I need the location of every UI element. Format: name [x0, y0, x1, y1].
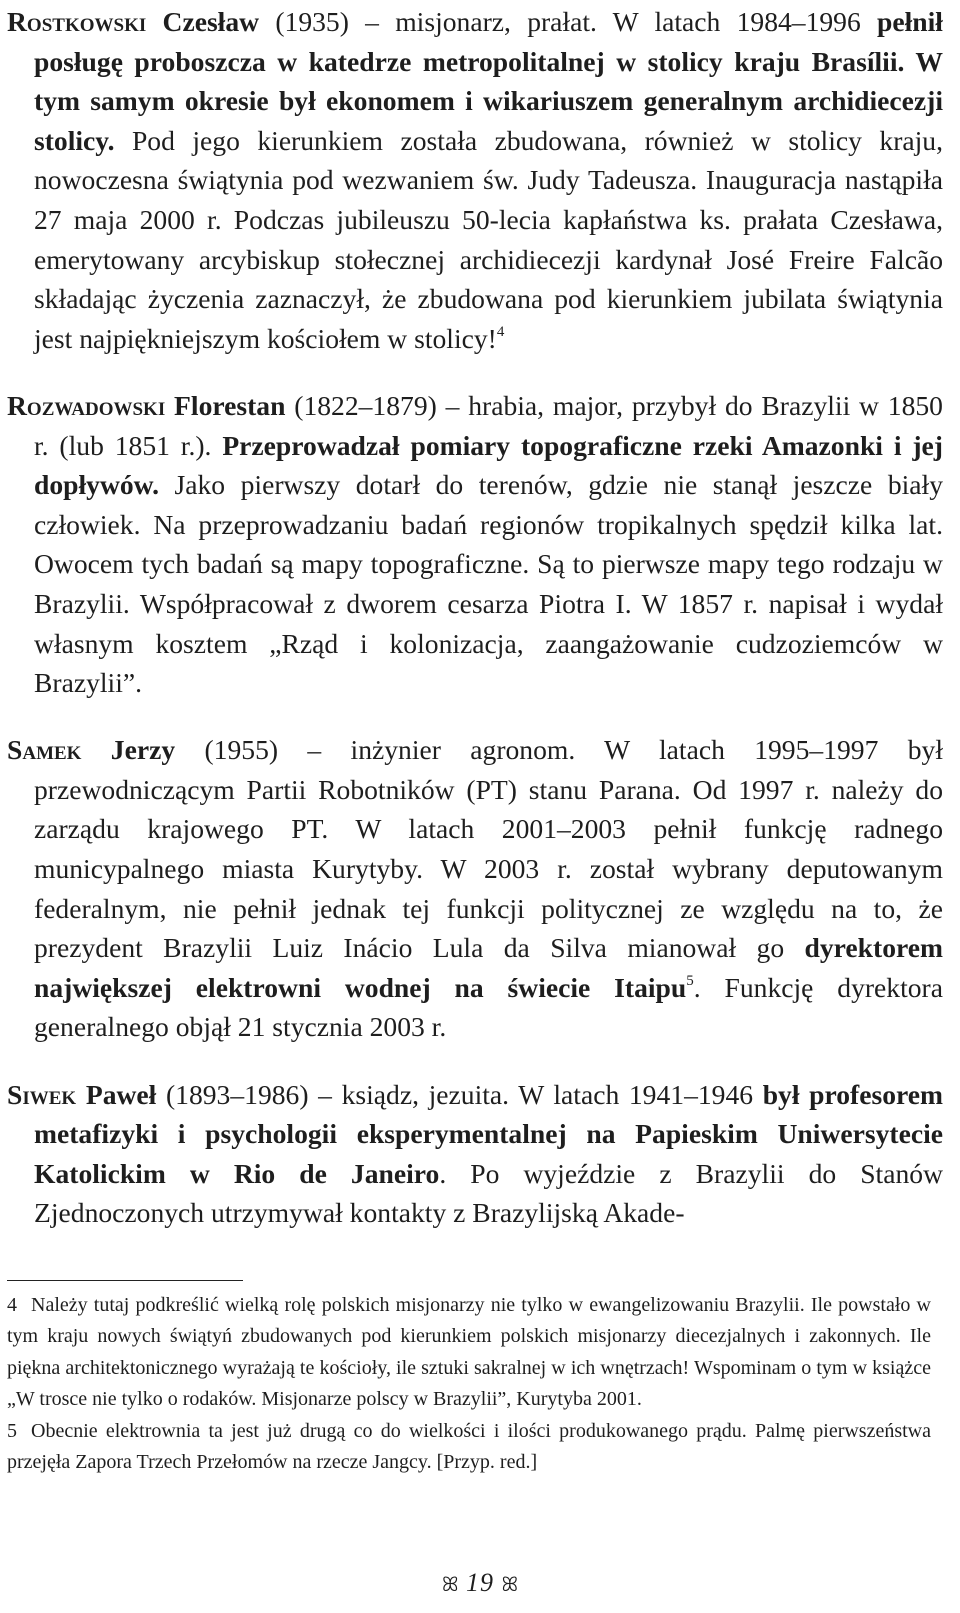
- page-number-line: [0, 1568, 960, 1598]
- entry-text-bold: dyrektorem największej elektrowni wodnej na świecie Itaipu: [34, 932, 943, 1003]
- entry-name: Florestan: [174, 389, 286, 421]
- entry-text: (1955) – inżynier agronom. W latach 1995–1997 był przewodniczącym Partii Robotników (PT) stanu Parana. Od 1997 r. należy do zarządu krajowego PT. W latach 2001–2003 pełnił funkcję radnego municypalnego miasta Kurytyby. W 2003 r. został wybrany deputowanym federalnym, nie pełnił jednak tej funkcji politycznej ze względu na to, że prezydent Brazylii Luiz Inácio Lula da Silva mianował go: [34, 734, 943, 964]
- footnote-4: [7, 1290, 931, 1416]
- entry-text: Jako pierwszy dotarł do terenów, gdzie nie stanął jeszcze biały człowiek. Na przeprowadzaniu badań regionów tropikalnych spędził kilka lat. Owocem tych badań są mapy topograficzne. Są to pierwsze mapy tego rodzaju w Brazylii. Współpracował z dworem cesarza Piotra I. W 1857 r. napisał i wydał własnym kosztem „Rząd i kolonizacja, zaangażowanie cudzoziemców w Brazylii”.: [34, 469, 943, 699]
- entry-name: Jerzy: [110, 734, 176, 766]
- page-body: [7, 0, 943, 1261]
- entry-siwek: [7, 1075, 943, 1233]
- entry-text: . Funkcję dyrektora generalnego objął 21 stycznia 2003 r.: [34, 971, 943, 1043]
- entry-surname: Rostkowski: [7, 6, 147, 37]
- footnote-ref[interactable]: 4: [496, 323, 505, 340]
- footnote-number: 4: [7, 1294, 17, 1316]
- entry-text-bold: pełnił posługę proboszcza w katedrze metropolitalnej w stolicy kraju Brasílii. W tym samym okresie był ekonomem i wikariuszem generalnym archidiecezji stolicy.: [34, 6, 943, 156]
- ornament-left-icon: ꕤ: [441, 1574, 459, 1596]
- footnotes: [7, 1290, 931, 1478]
- footnote-number: 5: [7, 1419, 17, 1442]
- footnote-text: Obecnie elektrownia ta jest już drugą co do wielkości i ilości produkowanego prądu. Palmę pierwszeństwa przejęła Zapora Trzech Przełomów na rzecze Jangcy. [Przyp. red.]: [7, 1419, 931, 1474]
- entry-text: (1822–1879) – hrabia, major, przybył do Brazylii w 1850 r. (lub 1851 r.).: [34, 389, 943, 461]
- entry-text-bold: był profesorem metafizyki i psychologii eksperymentalnej na Papieskim Uniwersytecie Katolickim w Rio de Janeiro: [34, 1078, 943, 1189]
- entry-surname: Siwek: [7, 1078, 77, 1110]
- entry-name: Czesław: [162, 6, 260, 37]
- entry-rozwadowski: [7, 386, 943, 703]
- entry-surname: Rozwadowski: [7, 389, 166, 421]
- entry-samek: [7, 730, 943, 1047]
- page-number: 19: [466, 1568, 494, 1597]
- entry-name: Paweł: [85, 1078, 157, 1110]
- entry-text: . Po wyjeździe z Brazylii do Stanów Zjednoczonych utrzymywał kontakty z Brazylijską Akade-: [34, 1157, 943, 1229]
- footnote-5: [7, 1416, 931, 1479]
- footnote-rule: [7, 1280, 243, 1281]
- footnote-ref[interactable]: 5: [686, 972, 694, 989]
- entry-text: Pod jego kierunkiem została zbudowana, również w stolicy kraju, nowoczesna świątynia pod wezwaniem św. Judy Tadeusza. Inauguracja nastąpiła 27 maja 2000 r. Podczas jubileuszu 50-lecia kapłaństwa ks. prałata Czesława, emerytowany arcybiskup stołecznej archidiecezji kardynał José Freire Falcão składając życzenia zaznaczył, że zbudowana pod kierunkiem jubilata świątynia jest najpiękniejszym kościołem w stolicy!: [34, 124, 943, 354]
- ornament-right-icon: ꕤ: [501, 1574, 519, 1596]
- entry-rostkowski: [7, 2, 943, 358]
- entry-text: (1935) – misjonarz, prałat. W latach 1984–1996: [259, 6, 878, 37]
- entry-text: (1893–1986) – ksiądz, jezuita. W latach 1941–1946: [156, 1078, 763, 1110]
- entry-text-bold: Przeprowadzał pomiary topograficzne rzeki Amazonki i jej dopływów.: [34, 429, 943, 501]
- entry-surname: Samek: [7, 734, 82, 766]
- footnote-text: Należy tutaj podkreślić wielką rolę polskich misjonarzy nie tylko w ewangelizowaniu Brazylii. Ile powstało w tym kraju nowych świątyń zbudowanych pod kierunkiem polskich misjonarzy diecezjalnych i zakonnych. Ile piękna architektonicznego wyrażają te kościoły, ile sztuki sakralnej w ich wnętrzach! Wspominam o tym w książce „W trosce nie tylko o rodaków. Misjonarze polscy w Brazylii”, Kurytyba 2001.: [7, 1294, 931, 1411]
